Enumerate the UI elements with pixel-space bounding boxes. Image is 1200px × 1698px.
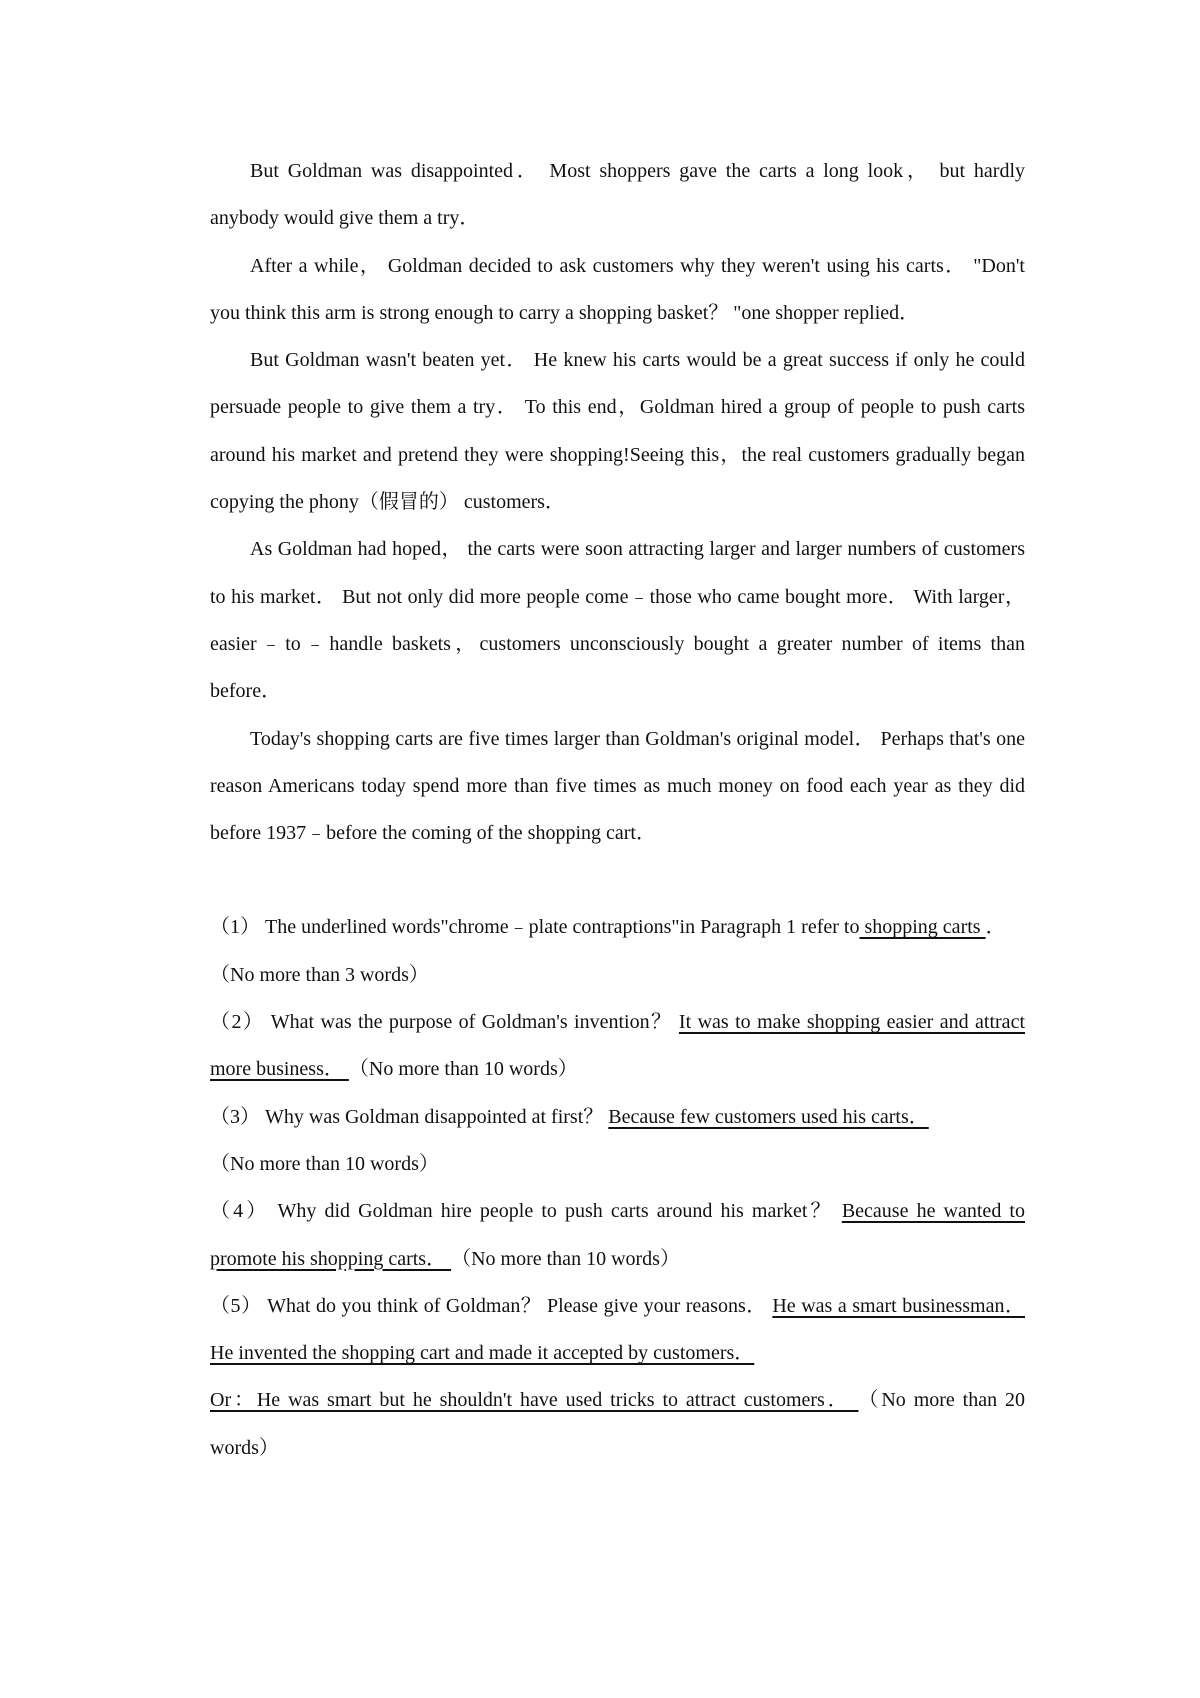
question-5-prompt: （5） What do you think of Goldman？ Please give your reasons． <box>210 1294 773 1317</box>
passage-paragraph-1: But Goldman was disappointed． Most shoppers gave the carts a long look， but hardly anybody would give them a try． <box>210 160 1025 230</box>
question-3-answer: Because few customers used his carts． <box>608 1105 929 1128</box>
question-1-prompt: （1） The underlined words"chrome﹣plate contraptions"in Paragraph 1 refer to <box>210 916 860 939</box>
question-1-answer: shopping carts <box>859 916 986 939</box>
question-2-limit: （No more than 10 words） <box>348 1058 578 1081</box>
question-5-continued <box>210 1377 1025 1472</box>
question-1-suffix: ． <box>985 916 1006 939</box>
question-5-answer-a: He was a smart businessman． He invented the shopping cart and made it accepted by customers． <box>210 1294 1025 1365</box>
question-3-limit: （No more than 10 words） <box>210 1152 439 1175</box>
question-5-answer-b: Or：He was smart but he shouldn't have used tricks to attract customers． <box>210 1389 859 1412</box>
question-1-limit: （No more than 3 words） <box>210 963 429 986</box>
question-2-answer: It was to make shopping easier and attract more business． <box>210 1011 1025 1081</box>
document-content <box>210 148 1025 1472</box>
question-1 <box>210 904 1025 951</box>
question-5-limit: （No more than 20 words） <box>210 1389 1025 1459</box>
passage-paragraph-5: Today's shopping carts are five times larger than Goldman's original model． Perhaps that's one reason Americans today spend more than five times as much money on food each year as they did before 1937﹣before the coming of the shopping cart． <box>210 727 1025 845</box>
passage-paragraph-2: After a while， Goldman decided to ask customers why they weren't using his carts． "Don't you think this arm is strong enough to carry a shopping basket？ "one shopper replied． <box>210 254 1025 324</box>
question-3 <box>210 1094 1025 1141</box>
question-4 <box>210 1188 1025 1283</box>
section-gap <box>210 857 1025 904</box>
question-2-prompt: （2） What was the purpose of Goldman's invention？ <box>210 1011 679 1034</box>
question-4-prompt: （4） Why did Goldman hire people to push carts around his market？ <box>210 1200 842 1223</box>
question-4-limit: （No more than 10 words） <box>451 1247 680 1270</box>
question-3-prompt: （3） Why was Goldman disappointed at first？ <box>210 1105 609 1128</box>
question-2 <box>210 999 1025 1094</box>
question-4-answer: Because he wanted to promote his shopping carts． <box>210 1200 1025 1270</box>
question-5 <box>210 1283 1025 1378</box>
passage-paragraph-3: But Goldman wasn't beaten yet． He knew his carts would be a great success if only he could persuade people to give them a try． To this end，Goldman hired a group of people to push carts around his market and pretend they were shopping!Seeing this，the real customers gradually began copying the phony（假冒的） customers． <box>210 349 1025 514</box>
passage-paragraph-4: As Goldman had hoped， the carts were soon attracting larger and larger numbers of customers to his market． But not only did more people come﹣those who came bought more． With larger，easier﹣to﹣handle baskets，customers unconsciously bought a greater number of items than before． <box>210 538 1025 703</box>
